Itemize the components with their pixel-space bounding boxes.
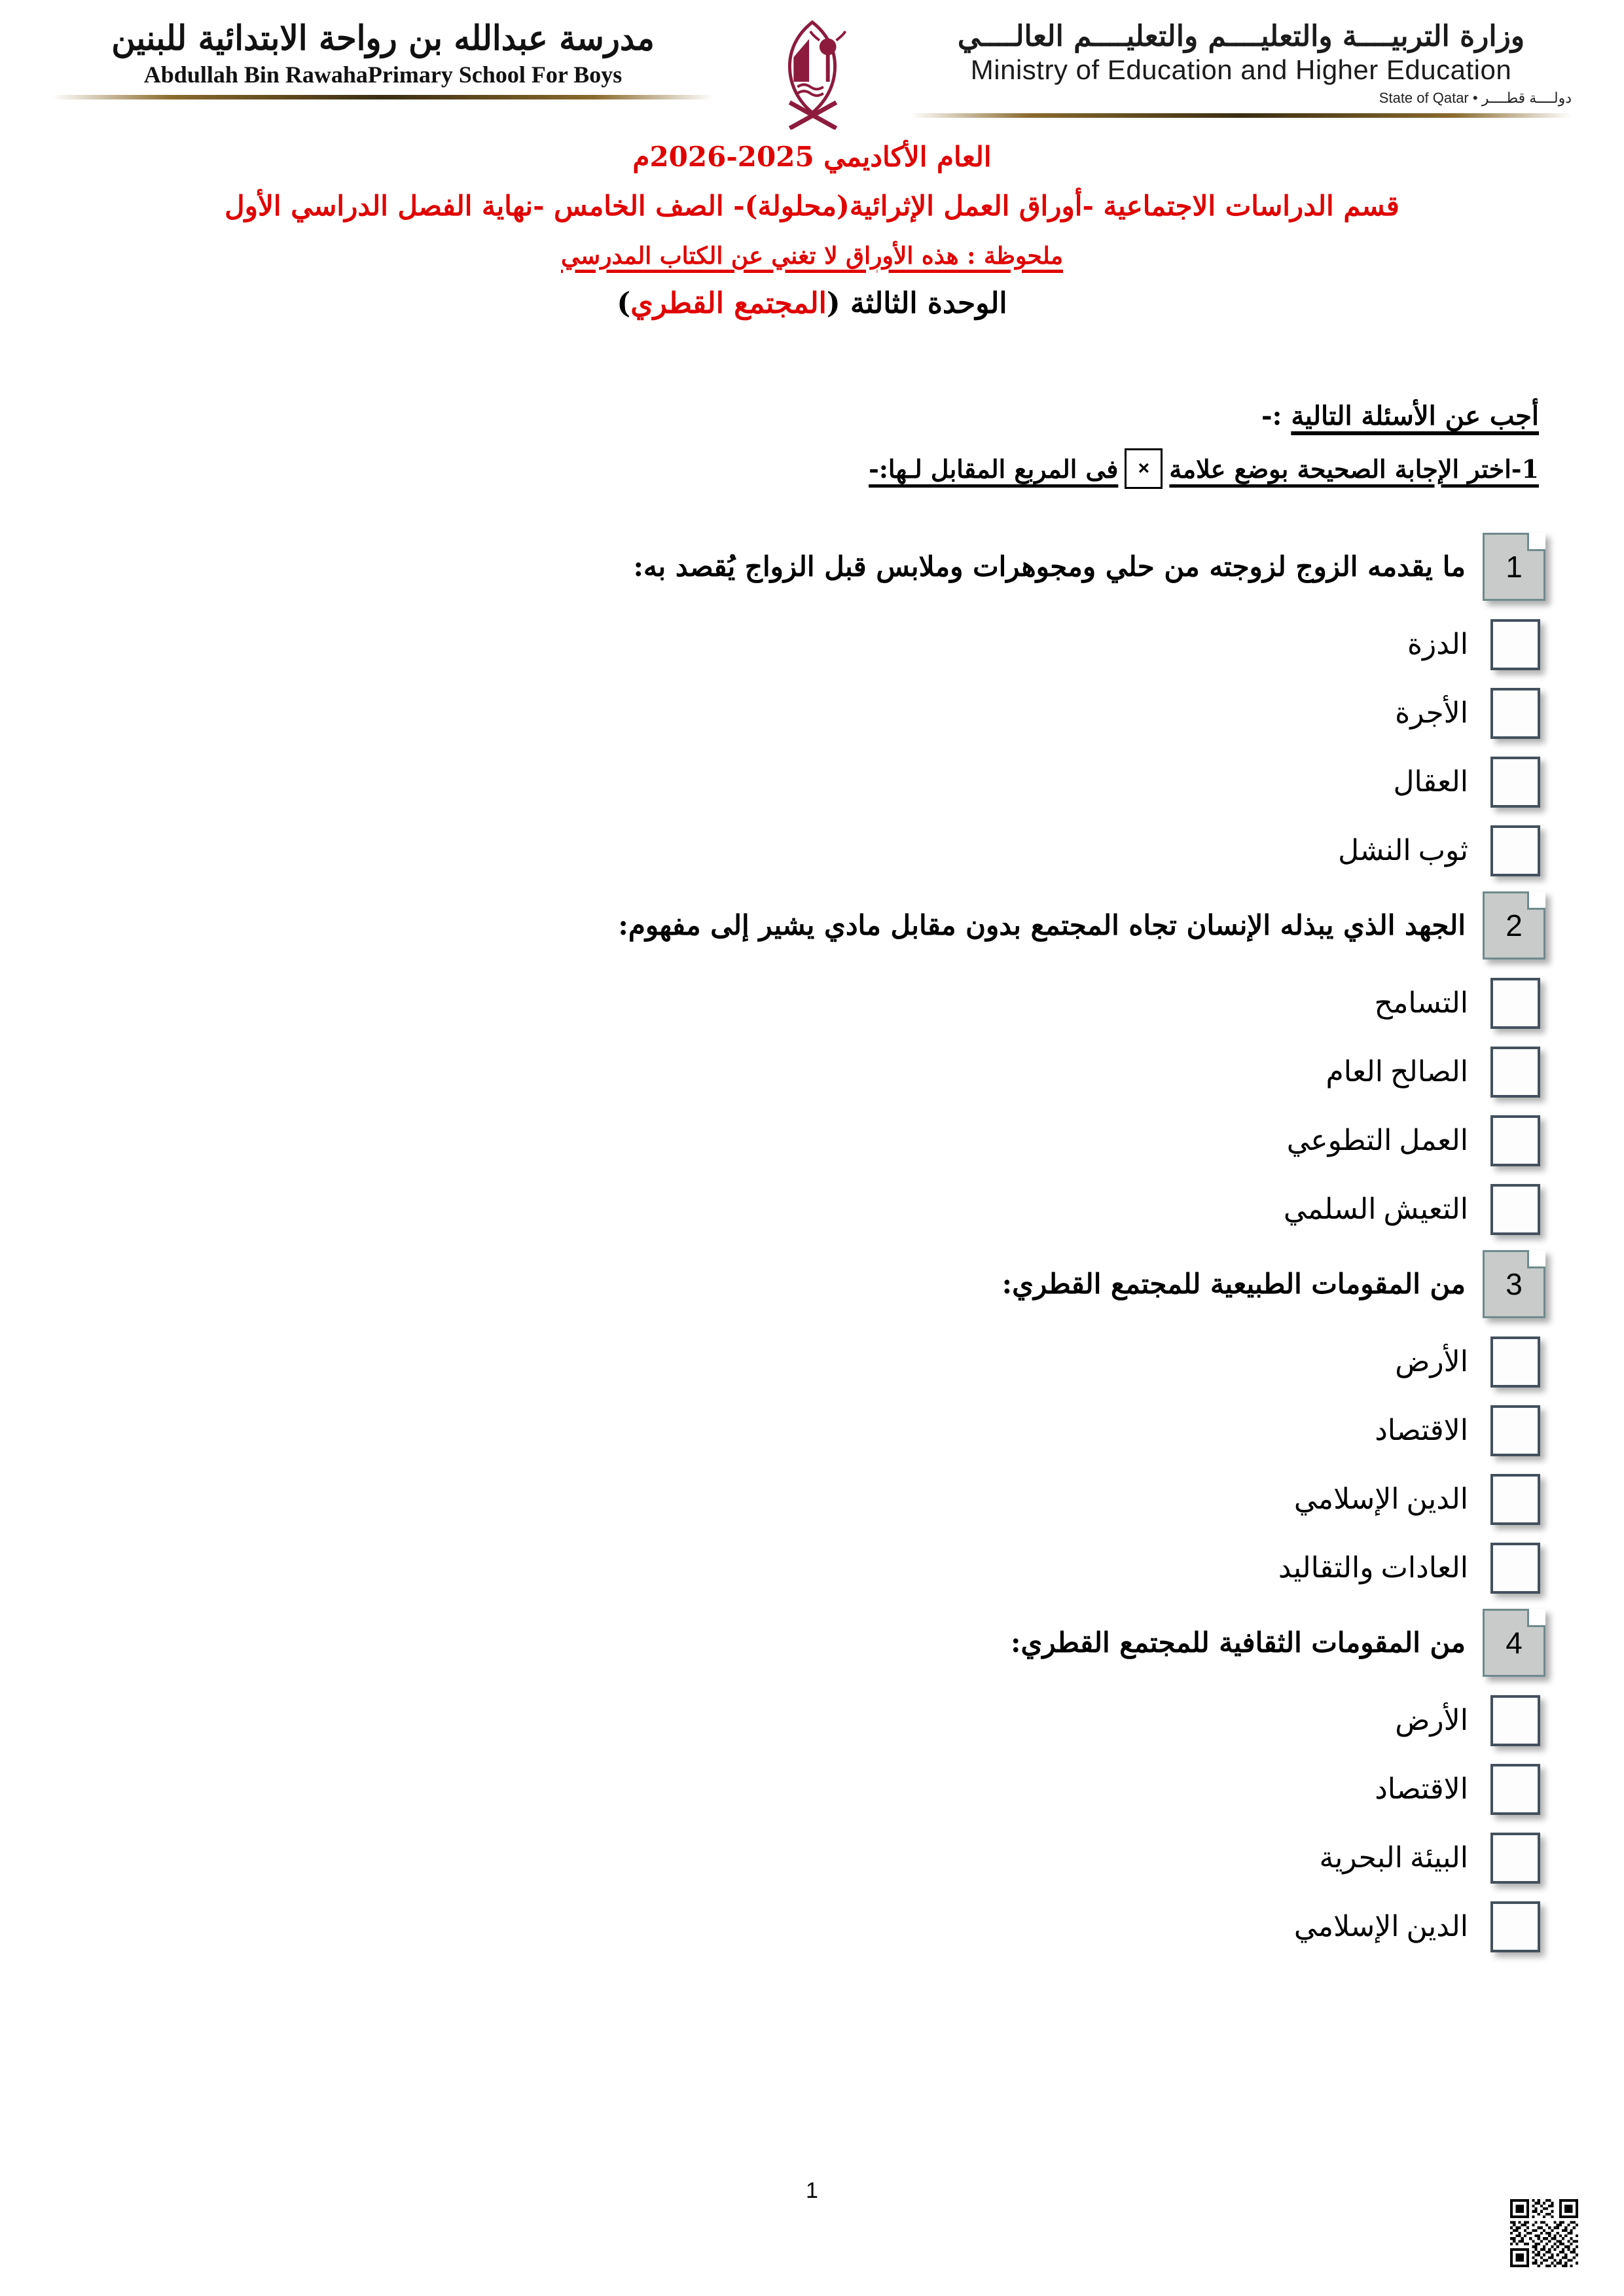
option-row[interactable] xyxy=(79,1686,1545,1755)
option-label: العادات والتقاليد xyxy=(1278,1552,1468,1584)
question-text: من المقومات الثقافية للمجتمع القطري: xyxy=(1010,1626,1466,1659)
option-checkbox[interactable] xyxy=(1490,1115,1540,1166)
option-checkbox[interactable] xyxy=(1490,688,1540,739)
question-block xyxy=(79,889,1545,1244)
option-row[interactable] xyxy=(79,1396,1545,1465)
question-text: ما يقدمه الزوج لزوجته من حلي ومجوهرات وملابس قبل الزواج يُقصد به: xyxy=(633,550,1466,583)
option-checkbox[interactable] xyxy=(1490,619,1540,670)
option-label: الدين الإسلامي xyxy=(1293,1910,1468,1943)
school-name-arabic: مدرسة عبدالله بن رواحة الابتدائية للبنين xyxy=(111,18,655,58)
option-row[interactable] xyxy=(79,679,1545,747)
question-block xyxy=(79,530,1545,885)
option-checkbox[interactable] xyxy=(1490,1764,1540,1815)
option-checkbox[interactable] xyxy=(1490,1047,1540,1098)
academic-year-title: العام الأكاديمي 2025-2026م xyxy=(632,141,992,173)
options-list xyxy=(79,610,1545,885)
option-checkbox[interactable] xyxy=(1490,1901,1540,1952)
ministry-logo-block xyxy=(911,20,1572,118)
option-label: الأرض xyxy=(1395,1346,1468,1378)
option-row[interactable] xyxy=(79,1823,1545,1892)
option-label: العقال xyxy=(1393,766,1468,798)
question-block xyxy=(79,1606,1545,1961)
document-header xyxy=(52,20,1572,137)
option-checkbox[interactable] xyxy=(1490,1336,1540,1388)
instruction-2-part1: 1-اختر الإجابة الصحيحة بوضع علامة xyxy=(1169,454,1539,484)
option-label: التسامح xyxy=(1374,987,1468,1019)
question-header xyxy=(79,1606,1545,1679)
option-label: الصالح العام xyxy=(1326,1056,1468,1088)
option-checkbox[interactable] xyxy=(1490,757,1540,808)
page-number: 1 xyxy=(806,2178,818,2203)
header-gold-divider xyxy=(52,95,713,99)
option-label: الأجرة xyxy=(1395,697,1468,729)
instruction-1-underlined: أجب عن الأسئلة التالية xyxy=(1291,401,1539,431)
option-label: الدين الإسلامي xyxy=(1293,1483,1468,1515)
x-mark-sample-box: × xyxy=(1125,448,1163,489)
instruction-1-tail: :- xyxy=(1261,401,1291,431)
option-row[interactable] xyxy=(79,816,1545,885)
unit-title-suffix: ) xyxy=(617,286,631,320)
option-label: الدزة xyxy=(1407,628,1468,660)
unit-title-prefix: الوحدة الثالثة ( xyxy=(826,286,1007,320)
option-checkbox[interactable] xyxy=(1490,1405,1540,1456)
option-row[interactable] xyxy=(79,1175,1545,1244)
option-checkbox[interactable] xyxy=(1490,978,1540,1029)
option-row[interactable] xyxy=(79,1465,1545,1534)
option-row[interactable] xyxy=(79,610,1545,679)
question-number-badge: 3 xyxy=(1483,1250,1545,1318)
school-name-english: Abdullah Bin RawahaPrimary School For Boys xyxy=(143,62,623,88)
option-label: التعيش السلمي xyxy=(1283,1193,1468,1225)
option-row[interactable] xyxy=(79,747,1545,816)
option-row[interactable] xyxy=(79,1037,1545,1106)
unit-title-highlight: المجتمع القطري xyxy=(630,286,827,320)
option-label: الأرض xyxy=(1395,1704,1468,1736)
options-list xyxy=(79,1686,1545,1961)
header-gold-divider xyxy=(911,113,1572,118)
option-row[interactable] xyxy=(79,1892,1545,1961)
question-text: من المقومات الطبيعية للمجتمع القطري: xyxy=(1001,1267,1466,1300)
option-checkbox[interactable] xyxy=(1490,1474,1540,1525)
question-header xyxy=(79,1247,1545,1321)
ministry-name-english: Ministry of Education and Higher Education xyxy=(970,54,1512,85)
option-label: الاقتصاد xyxy=(1375,1414,1468,1446)
qr-code xyxy=(1510,2199,1578,2267)
question-number-badge: 2 xyxy=(1483,891,1545,960)
instruction-line-2 xyxy=(869,448,1539,489)
option-checkbox[interactable] xyxy=(1490,1833,1540,1884)
instruction-2-part2: فى المربع المقابل لـها:- xyxy=(869,454,1119,484)
unit-title xyxy=(79,287,1545,320)
instruction-line-1 xyxy=(1261,401,1539,431)
question-number-badge: 4 xyxy=(1483,1609,1545,1677)
question-block xyxy=(79,1247,1545,1602)
question-number-badge: 1 xyxy=(1483,533,1545,601)
option-checkbox[interactable] xyxy=(1490,1695,1540,1746)
ministry-state-line: دولــــة قطــــر • State of Qatar xyxy=(1379,90,1572,106)
options-list xyxy=(79,1327,1545,1602)
option-checkbox[interactable] xyxy=(1490,825,1540,876)
questions-container xyxy=(79,530,1545,1965)
option-label: ثوب النشل xyxy=(1338,834,1468,867)
option-row[interactable] xyxy=(79,1534,1545,1602)
option-label: العمل التطوعي xyxy=(1286,1124,1468,1157)
school-logo-block xyxy=(52,20,713,99)
note-text: ملحوظة : هذه الأوراق لا تغني عن الكتاب المدرسي xyxy=(560,242,1063,270)
subject-title: قسم الدراسات الاجتماعية -أوراق العمل الإثرائية(محلولة)- الصف الخامس -نهاية الفصل الدراسي الأول xyxy=(225,189,1399,222)
ministry-name-arabic: وزارة التربيــــة والتعليــــم والتعليــــم العالــــي xyxy=(957,20,1525,53)
options-list xyxy=(79,969,1545,1244)
question-header xyxy=(79,889,1545,962)
question-text: الجهد الذي يبذله الإنسان تجاه المجتمع بدون مقابل مادي يشير إلى مفهوم: xyxy=(618,908,1466,941)
qatar-state-emblem-icon xyxy=(763,20,861,130)
option-row[interactable] xyxy=(79,1327,1545,1396)
option-row[interactable] xyxy=(79,969,1545,1037)
option-checkbox[interactable] xyxy=(1490,1543,1540,1594)
option-label: الاقتصاد xyxy=(1375,1773,1468,1805)
option-row[interactable] xyxy=(79,1106,1545,1175)
option-label: البيئة البحرية xyxy=(1319,1842,1468,1874)
option-checkbox[interactable] xyxy=(1490,1184,1540,1235)
emblem-block xyxy=(737,20,888,130)
option-row[interactable] xyxy=(79,1755,1545,1823)
document-titles xyxy=(79,139,1545,320)
question-header xyxy=(79,530,1545,603)
